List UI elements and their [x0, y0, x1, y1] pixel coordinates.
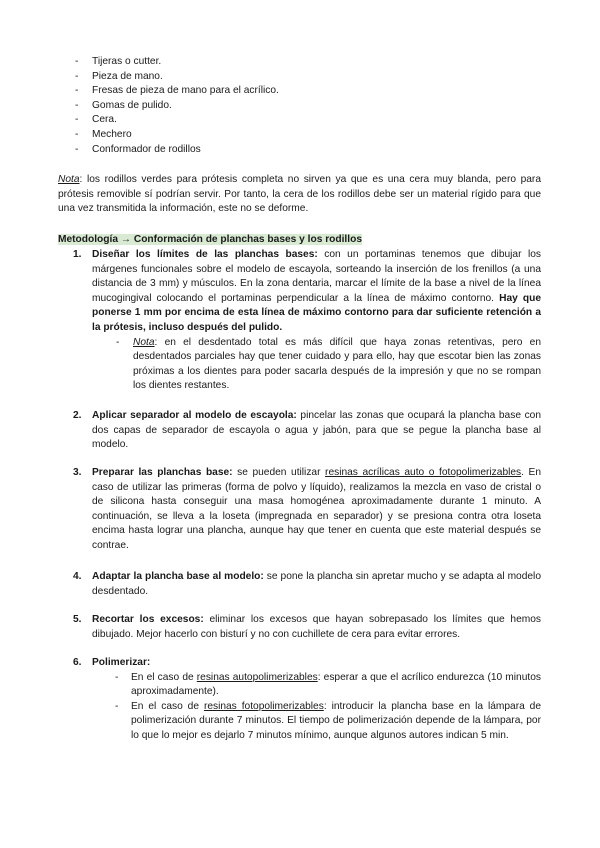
note-label: Nota [58, 174, 80, 185]
step-title: Adaptar la plancha base al modelo: [92, 571, 264, 582]
step-number: 5. [73, 614, 82, 625]
step-title: Recortar los excesos: [92, 614, 204, 625]
list-item: - Mechero [73, 128, 533, 143]
step-2-paragraph [92, 409, 541, 453]
resin-type-link-text: resinas acrílicas auto o fotopolimerizables [325, 467, 522, 478]
step-title: Preparar las planchas base: [92, 467, 233, 478]
step-bold-text: Hay que ponerse 1 mm por encima de esta línea de máximo contorno para dar suficiente retención a la prótesis, incluso después del pulido. [92, 292, 541, 333]
step-text: se pone la plancha sin apretar mucho y se adapta al modelo desdentado. [92, 571, 541, 597]
step-number: 2. [73, 410, 82, 421]
step-5-paragraph [92, 613, 541, 642]
step-3-paragraph [92, 466, 541, 554]
note-text: : los rodillos verdes para prótesis completa no sirven ya que es una cera muy blanda, pero para prótesis removible sí podrían servir. Por tanto, la cera de los rodillos debe ser un material rígido para que una vez transmitida la información, este no se deforme. [58, 174, 541, 215]
step-text: con un portaminas tenemos que dibujar los márgenes funcionales sobre el modelo de escayola, sorteando la inserción de los frenillos (a una distancia de 3 mm) y músculos. En la zona dentaria, marcar el límite de la base a nivel de la línea mucogingival colocando el portaminas perpendicular a la línea de máximo contorno. [92, 249, 541, 304]
step-number: 3. [73, 467, 82, 478]
step-1-note [114, 336, 541, 394]
resin-type-text: resinas autopolimerizables [196, 671, 318, 683]
step-number: 4. [73, 571, 82, 582]
step-text: pincelar las zonas que ocupará la plancha base con dos capas de separador de escayola o agua y jabón, para que se pegue la plancha base al modelo. [92, 410, 542, 451]
step-number: 6. [73, 657, 82, 668]
list-item: - Conformador de rodillos [73, 143, 533, 158]
step-number: 1. [73, 249, 82, 260]
list-item [113, 671, 541, 700]
list-item: - Gomas de pulido. [73, 99, 533, 114]
step-3 [73, 466, 542, 554]
step-text: se pueden utilizar [232, 467, 326, 478]
note-label: Nota [133, 336, 155, 348]
wax-note-paragraph [58, 173, 541, 217]
step-title: Diseñar los límites de las planchas bases: [92, 249, 318, 260]
step-1-paragraph [92, 248, 541, 336]
materials-list [73, 55, 533, 157]
list-item [113, 700, 541, 744]
step-1 [73, 248, 541, 394]
step-5 [73, 613, 541, 642]
section-heading-text: Metodología → Conformación de planchas bases y los rodillos [58, 234, 362, 245]
resin-type-text: resinas fotopolimerizables [203, 700, 324, 712]
list-item-text: En el caso de [131, 671, 197, 683]
step-2 [73, 409, 542, 453]
list-item: - Tijeras o cutter. [73, 55, 533, 70]
note-text: : en el desdentado total es más difícil que haya zonas retentivas, pero en desdentados parciales hay que tener cuidado y para ello, hay que escotar bien las zonas próximas a los dientes para poder sacarla después de la impresión y que no se rompan los dientes restantes. [133, 336, 541, 392]
step-title: Polimerizar: [92, 657, 151, 668]
list-item-text: : esperar a que el acrílico endurezca (10 minutos aproximadamente). [131, 671, 541, 698]
list-item: - Cera. [73, 113, 533, 128]
step-text: . En caso de utilizar las primeras (forma de polvo y líquido), realizamos la mezcla en vaso de cristal o de silicona hasta conseguir una masa homogénea aproximadamente durante 1 minuto. A continuación, se lleva a la loseta (impregnada en separador) y se presiona contra otra loseta encima hasta lograr una plancha, aunque hay que tener en cuenta que este material después se contrae. [92, 467, 542, 551]
list-item: - Pieza de mano. [73, 70, 533, 85]
section-heading [58, 233, 541, 248]
step-6 [73, 656, 542, 744]
list-item-text: : introducir la plancha base en la lámpara de polimerización durante 7 minutos. El tiempo de polimerización depende de la lámpara, por lo que lo mejor es dejarlo 7 minutos mínimo, aunque algunos autores indican 5 min. [131, 700, 542, 741]
list-item-text: En el caso de [131, 700, 204, 712]
step-text: eliminar los excesos que hayan sobrepasado los límites que hemos dibujado. Mejor hacerlo con bisturí y no con cuchillete de cera para evitar errores. [92, 614, 541, 640]
list-item: - Fresas de pieza de mano para el acrílico. [73, 84, 533, 99]
step-4-paragraph [92, 570, 541, 599]
step-title: Aplicar separador al modelo de escayola: [92, 410, 297, 421]
step-4 [73, 570, 541, 599]
